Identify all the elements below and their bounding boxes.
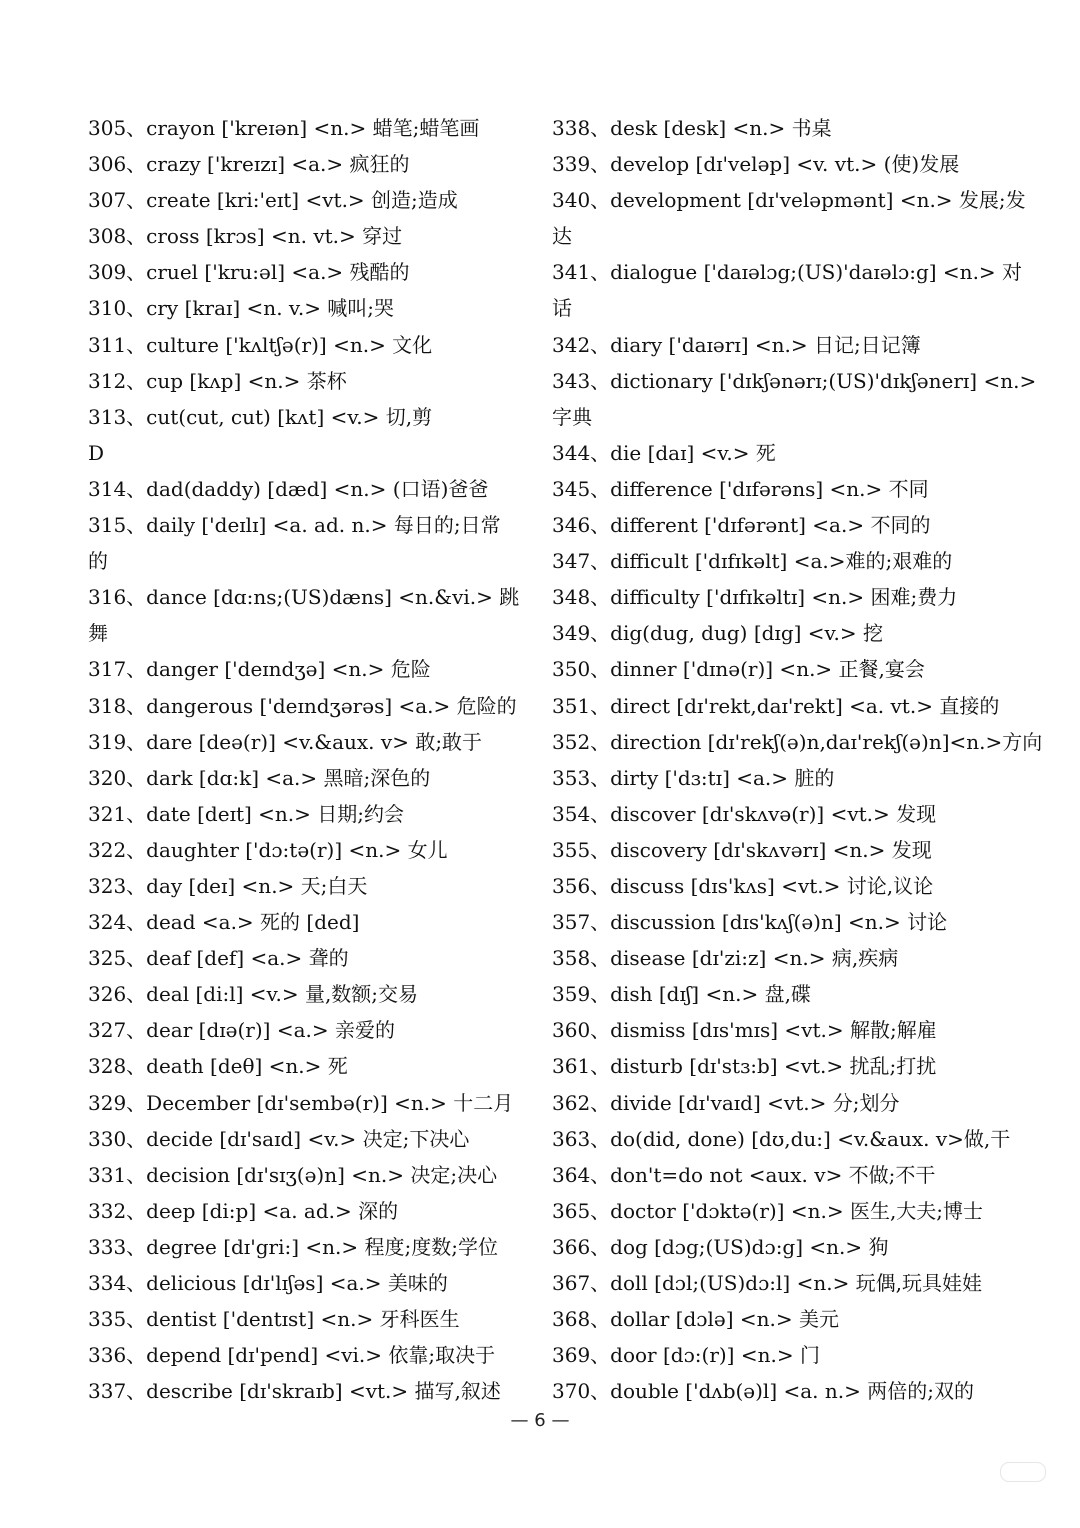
vocab-line: 321、date [deɪt] <n.> 日期;约会 — [88, 801, 405, 826]
vocab-line: 达 — [552, 224, 572, 249]
vocab-line: D — [88, 440, 105, 465]
vocab-line: 331、decision [dɪ'sɪʒ(ə)n] <n.> 决定;决心 — [88, 1162, 498, 1187]
vocab-line: 365、doctor ['dɔktə(r)] <n.> 医生,大夫;博士 — [552, 1198, 984, 1223]
vocab-line: 350、dinner ['dɪnə(r)] <n.> 正餐,宴会 — [552, 657, 925, 682]
vocab-line: 318、dangerous ['deɪndʒərəs] <a.> 危险的 — [88, 693, 517, 718]
vocab-line: 348、difficulty ['dɪfɪkəltɪ] <n.> 困难;费力 — [552, 585, 958, 610]
vocab-line: 313、cut(cut, cut) [kʌt] <v.> 切,剪 — [88, 404, 433, 429]
vocab-line: 话 — [552, 296, 572, 321]
vocab-line: 336、depend [dɪ'pend] <vi.> 依靠;取决于 — [88, 1343, 496, 1368]
watermark-logo — [1000, 1462, 1046, 1482]
vocab-line: 370、double ['dʌb(ə)l] <a. n.> 两倍的;双的 — [552, 1379, 974, 1404]
left-column — [88, 110, 518, 1409]
vocab-line: 309、cruel ['kru:əl] <a.> 残酷的 — [88, 260, 410, 285]
vocab-line: 341、dialogue ['daɪəlɔg;(US)'daɪəlɔ:g] <n.> 对 — [552, 260, 1023, 285]
vocab-line: 352、direction [dɪ'rekʃ(ə)n,daɪ'rekʃ(ə)n]<n.>方向 — [552, 729, 1043, 754]
vocab-line: 334、delicious [dɪ'lɪʃəs] <a.> 美味的 — [88, 1271, 448, 1295]
vocab-line: 367、doll [dɔl;(US)dɔ:l] <n.> 玩偶,玩具娃娃 — [552, 1271, 983, 1295]
vocab-line: 335、dentist ['dentɪst] <n.> 牙科医生 — [88, 1307, 460, 1332]
page-number: — 6 — — [510, 1410, 570, 1431]
vocab-line: 325、deaf [def] <a.> 聋的 — [88, 946, 349, 971]
vocab-line: 310、cry [kraɪ] <n. v.> 喊叫;哭 — [88, 296, 395, 321]
vocab-line: 364、don't=do not <aux. v> 不做;不干 — [552, 1162, 936, 1187]
vocab-line: 字典 — [552, 404, 592, 429]
vocab-line: 355、discovery [dɪ'skʌvərɪ] <n.> 发现 — [552, 837, 932, 862]
vocab-line: 357、discussion [dɪs'kʌʃ(ə)n] <n.> 讨论 — [552, 910, 948, 935]
vocab-line: 337、describe [dɪ'skraɪb] <vt.> 描写,叙述 — [88, 1379, 501, 1404]
vocab-line: 338、desk [desk] <n.> 书桌 — [552, 116, 832, 140]
vocab-line: 346、different ['dɪfərənt] <a.> 不同的 — [552, 513, 931, 538]
vocab-line: 362、divide [dɪ'vaɪd] <vt.> 分;划分 — [552, 1090, 900, 1115]
vocab-line: 330、decide [dɪ'saɪd] <v.> 决定;下决心 — [88, 1126, 470, 1151]
vocab-line: 343、dictionary ['dɪkʃənərɪ;(US)'dɪkʃənerɪ] <n.> — [552, 368, 1037, 393]
vocab-line: 的 — [88, 549, 108, 574]
vocab-line: 366、dog [dɔg;(US)dɔ:g] <n.> 狗 — [552, 1234, 889, 1259]
vocab-line: 320、dark [dɑ:k] <a.> 黑暗;深色的 — [88, 765, 431, 790]
vocab-line: 322、daughter ['dɔ:tə(r)] <n.> 女儿 — [88, 837, 448, 862]
vocab-line: 356、discuss [dɪs'kʌs] <vt.> 讨论,议论 — [552, 873, 934, 898]
vocab-line: 323、day [deɪ] <n.> 天;白天 — [88, 873, 368, 898]
vocab-line: 328、death [deθ] <n.> 死 — [88, 1054, 348, 1079]
vocab-line: 332、deep [di:p] <a. ad.> 深的 — [88, 1198, 399, 1223]
vocab-line: 305、crayon ['kreɪən] <n.> 蜡笔;蜡笔画 — [88, 116, 480, 140]
vocab-line: 353、dirty ['dɜ:tɪ] <a.> 脏的 — [552, 765, 835, 790]
vocab-line: 311、culture ['kʌltʃə(r)] <n.> 文化 — [88, 332, 433, 357]
vocab-line: 342、diary ['daɪərɪ] <n.> 日记;日记簿 — [552, 332, 921, 357]
vocab-line: 351、direct [dɪ'rekt,daɪ'rekt] <a. vt.> 直接的 — [552, 693, 1000, 718]
vocab-line: 368、dollar [dɔlə] <n.> 美元 — [552, 1307, 839, 1332]
vocab-line: 340、development [dɪ'veləpmənt] <n.> 发展;发 — [552, 188, 1026, 213]
vocab-line: 358、disease [dɪ'zi:z] <n.> 病,疾病 — [552, 946, 899, 971]
vocab-line: 345、difference ['dɪfərəns] <n.> 不同 — [552, 476, 929, 501]
vocab-line: 344、die [daɪ] <v.> 死 — [552, 440, 776, 465]
vocab-line: 326、deal [di:l] <v.> 量,数额;交易 — [88, 982, 419, 1007]
vocab-line: 324、dead <a.> 死的 [ded] — [88, 910, 360, 935]
vocab-line: 354、discover [dɪ'skʌvə(r)] <vt.> 发现 — [552, 801, 937, 826]
vocab-line: 306、crazy ['kreɪzɪ] <a.> 疯狂的 — [88, 152, 410, 177]
right-column — [552, 110, 1043, 1409]
vocab-line: 349、dig(dug, dug) [dɪg] <v.> 挖 — [552, 621, 883, 646]
vocab-line: 363、do(did, done) [dʊ,du:] <v.&aux. v>做,干 — [552, 1126, 1011, 1151]
vocab-line: 314、dad(daddy) [dæd] <n.> (口语)爸爸 — [88, 476, 489, 501]
vocab-line: 317、danger ['deɪndʒə] <n.> 危险 — [88, 657, 431, 682]
vocab-line: 360、dismiss [dɪs'mɪs] <vt.> 解散;解雇 — [552, 1018, 937, 1043]
vocab-line: 319、dare [deə(r)] <v.&aux. v> 敢;敢于 — [88, 729, 483, 754]
vocab-line: 347、difficult ['dɪfɪkəlt] <a.>难的;艰难的 — [552, 549, 953, 574]
vocab-line: 315、daily ['deɪlɪ] <a. ad. n.> 每日的;日常 — [88, 513, 501, 538]
vocab-line: 舞 — [88, 621, 108, 646]
vocab-line: 327、dear [dɪə(r)] <a.> 亲爱的 — [88, 1018, 395, 1043]
vocab-line: 359、dish [dɪʃ] <n.> 盘,碟 — [552, 982, 811, 1007]
vocab-line: 316、dance [dɑ:ns;(US)dæns] <n.&vi.> 跳 — [88, 585, 520, 610]
vocab-line: 312、cup [kʌp] <n.> 茶杯 — [88, 368, 347, 393]
vocab-line: 307、create [kri:'eɪt] <vt.> 创造;造成 — [88, 188, 458, 213]
vocab-line: 339、develop [dɪ'veləp] <v. vt.> (使)发展 — [552, 152, 960, 177]
vocab-line: 329、December [dɪ'sembə(r)] <n.> 十二月 — [88, 1090, 514, 1115]
vocab-line: 333、degree [dɪ'gri:] <n.> 程度;度数;学位 — [88, 1234, 498, 1259]
vocab-line: 308、cross [krɔs] <n. vt.> 穿过 — [88, 224, 403, 249]
vocab-line: 361、disturb [dɪ'stɜ:b] <vt.> 扰乱;打扰 — [552, 1054, 937, 1079]
vocab-line: 369、door [dɔ:(r)] <n.> 门 — [552, 1343, 820, 1368]
